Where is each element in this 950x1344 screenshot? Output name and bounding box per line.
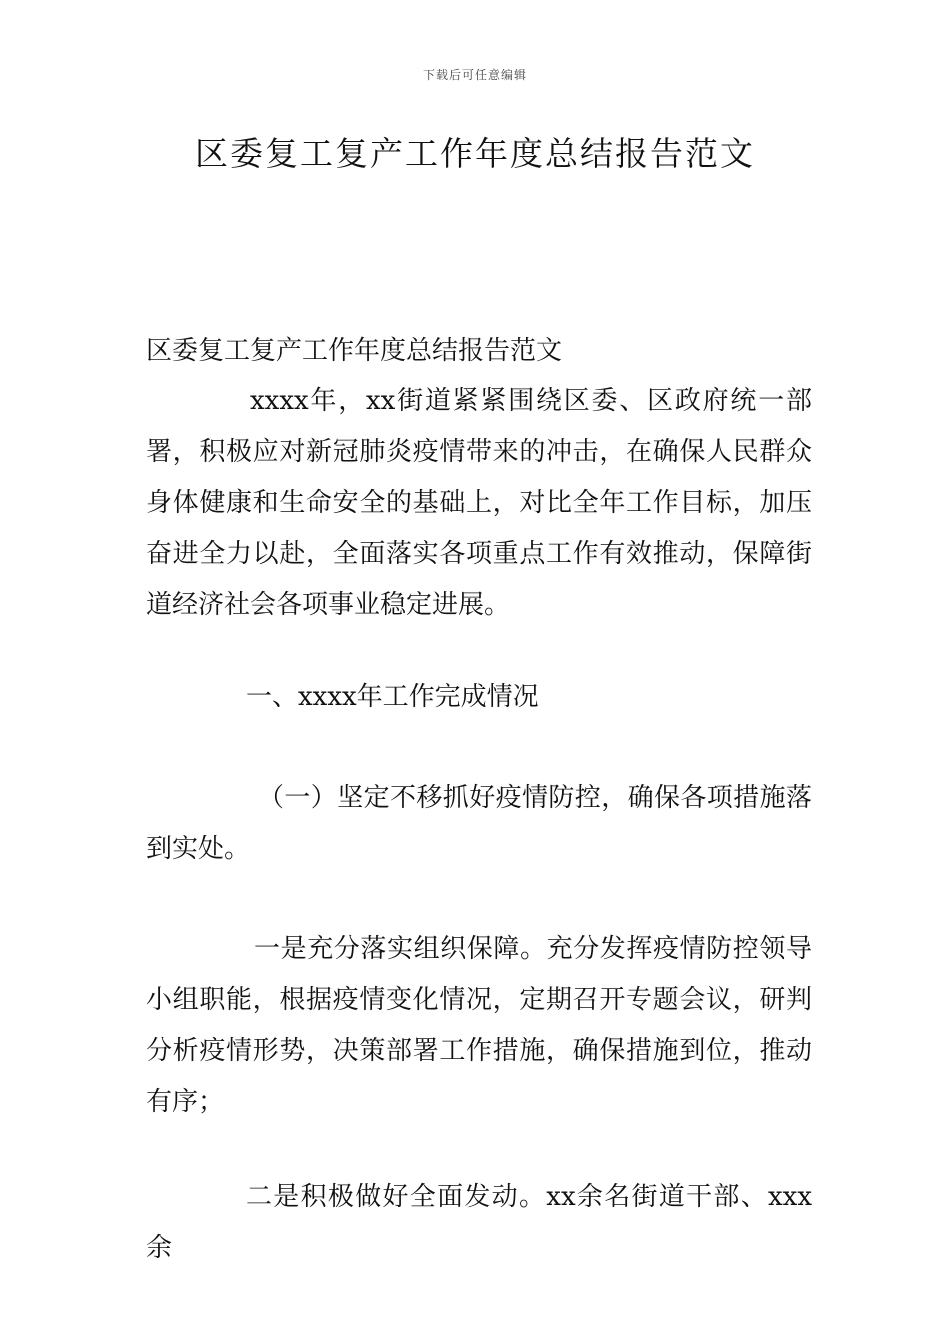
paragraph-one: 一是充分落实组织保障。充分发挥疫情防控领导小组职能，根据疫情变化情况，定期召开专题会议，研判分析疫情形势，决策部署工作措施，确保措施到位，推动有序； [146, 934, 812, 1117]
paragraph-two: 二是积极做好全面发动。xx余名街道干部、xxx余 [146, 1182, 812, 1263]
intro-paragraph: xxxx年，xx街道紧紧围绕区委、区政府统一部署，积极应对新冠肺炎疫情带来的冲击，在确保人民群众身体健康和生命安全的基础上，对比全年工作目标，加压奋进全力以赴，全面落实各项重点工作有效推动，保障街道经济社会各项事业稳定进展。 [146, 386, 812, 620]
document-title: 区委复工复产工作年度总结报告范文 [195, 134, 755, 173]
document-subtitle: 区委复工复产工作年度总结报告范文 [146, 336, 563, 366]
header-note: 下载后可任意编辑 [422, 68, 527, 82]
sub-heading: （一）坚定不移抓好疫情防控，确保各项措施落到实处。 [146, 783, 812, 864]
section-heading: 一、xxxx年工作完成情况 [246, 682, 539, 712]
